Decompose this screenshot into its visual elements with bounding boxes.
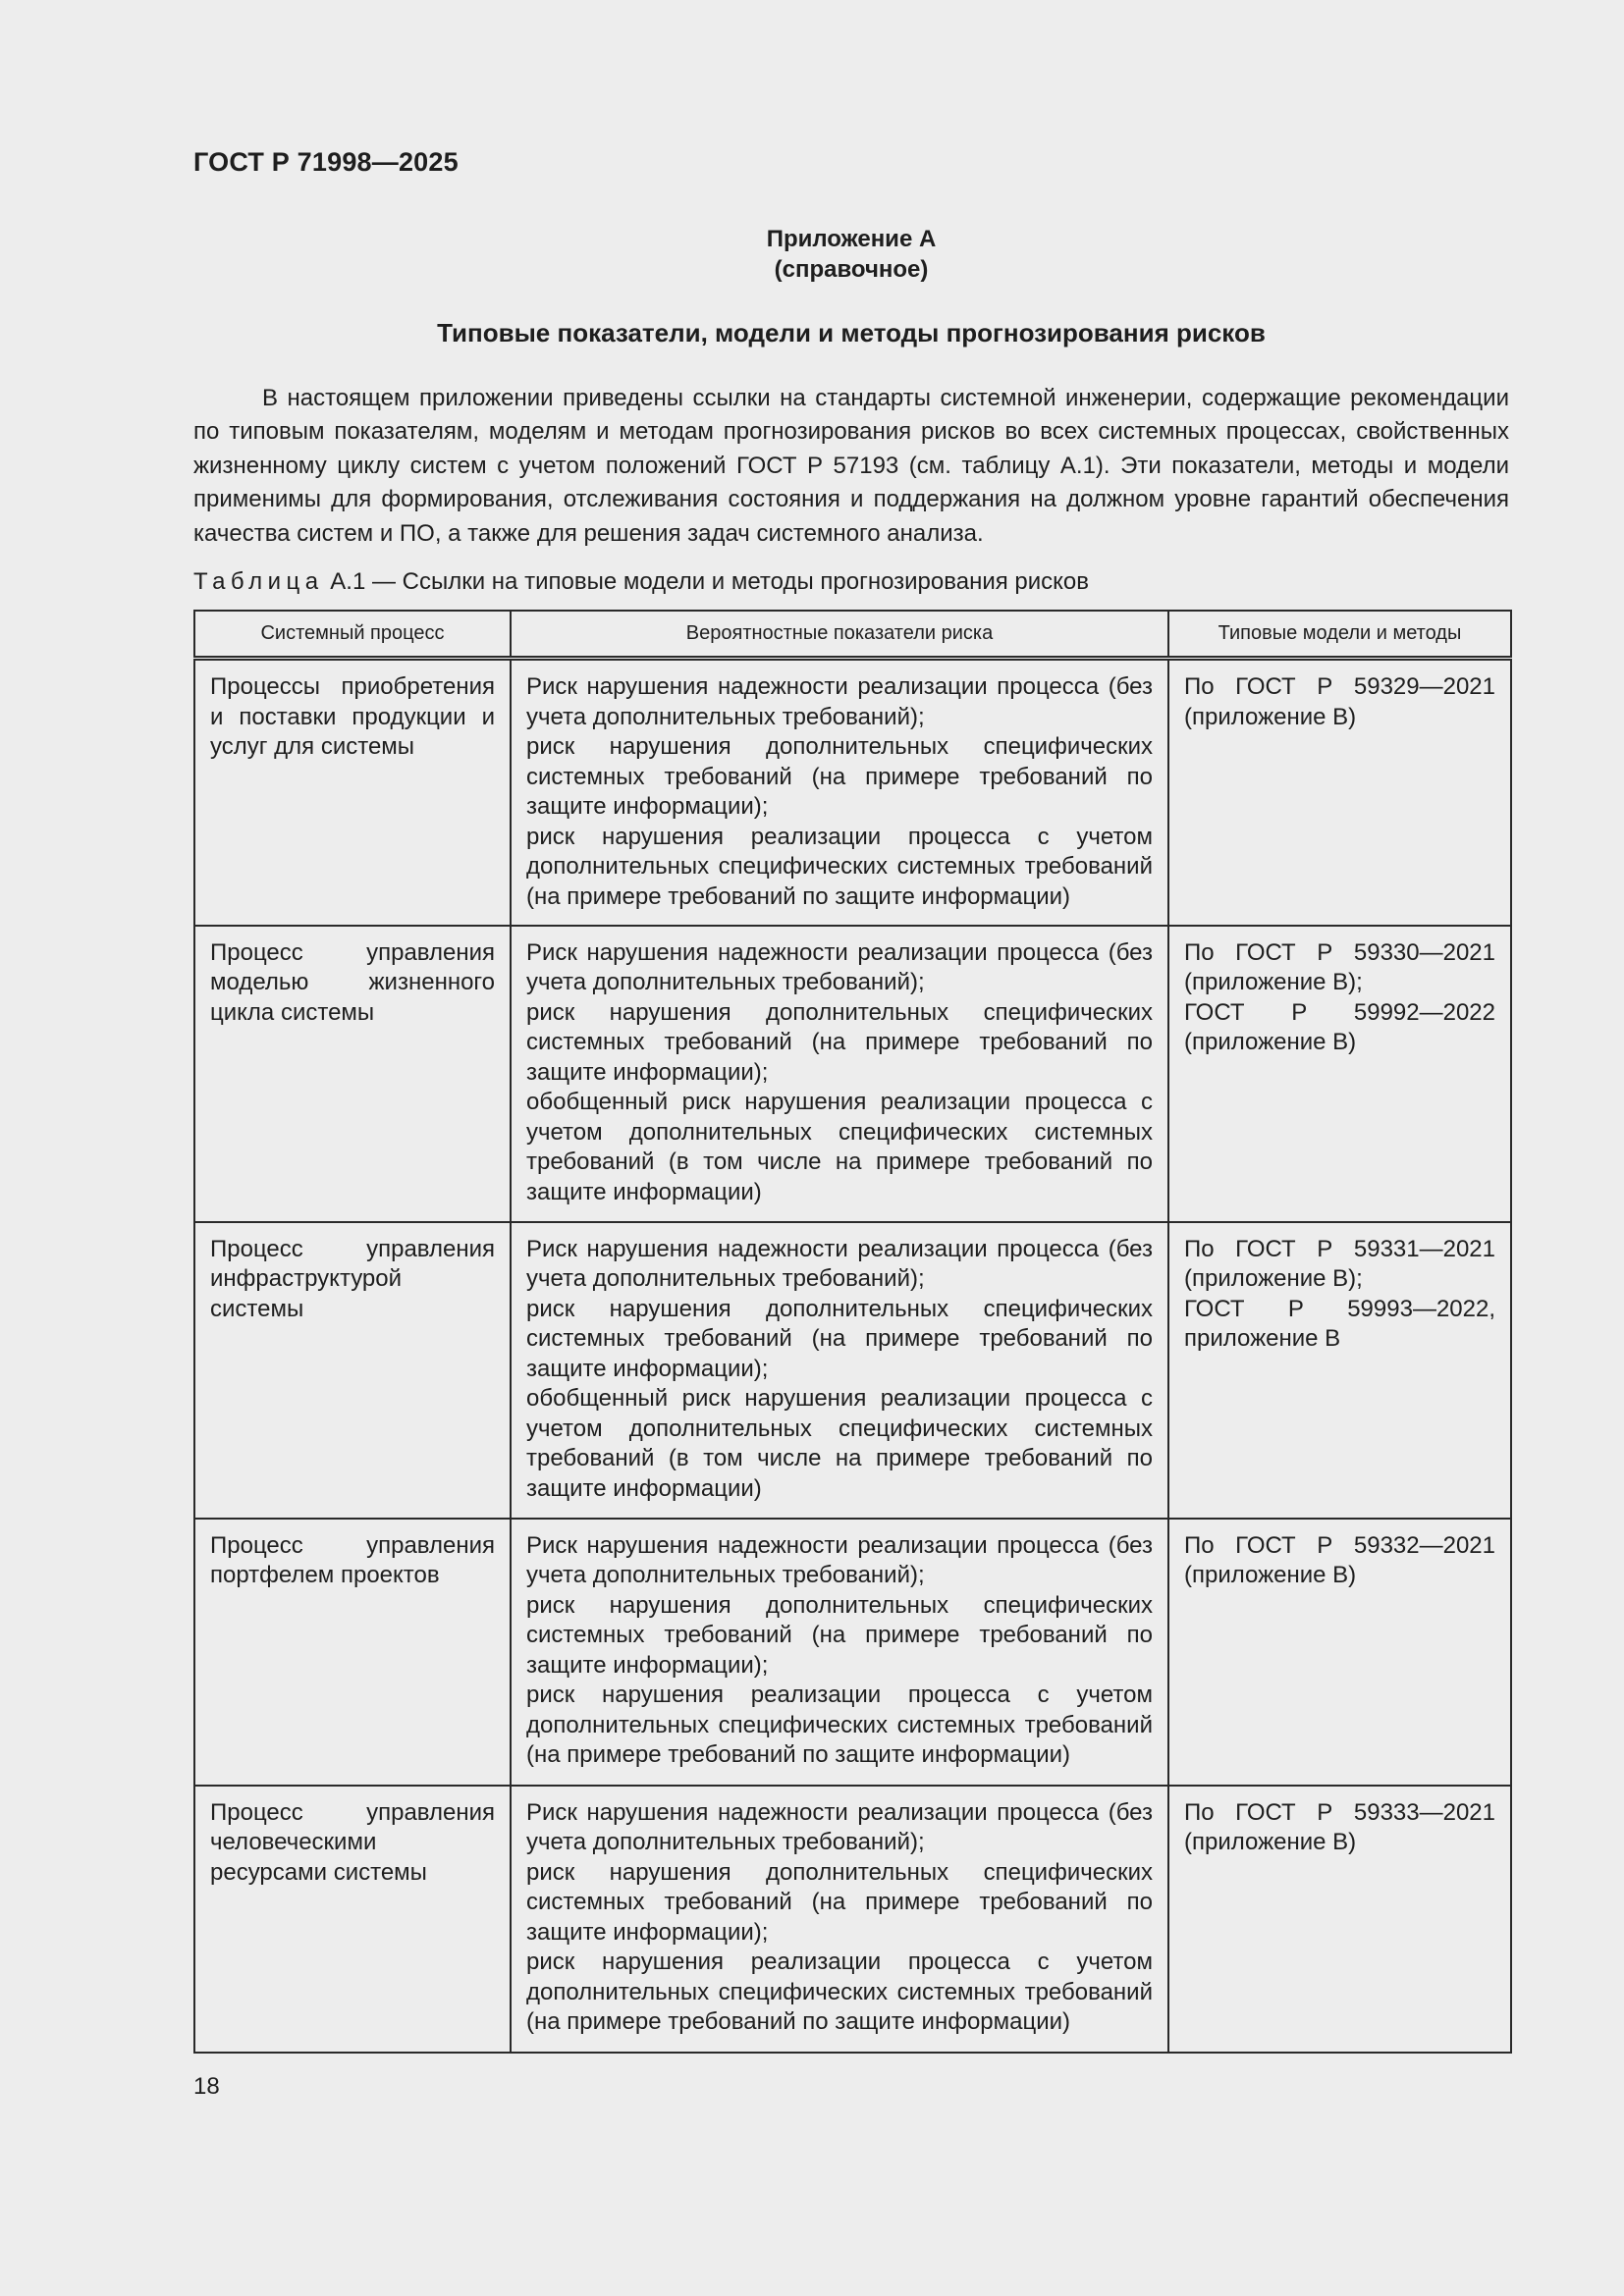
appendix-title: Типовые показатели, модели и методы прогнозирования рисков: [437, 318, 1266, 347]
models-cell: По ГОСТ Р 59332—2021 (приложение В): [1168, 1519, 1511, 1786]
appendix-label: Приложение А: [766, 226, 937, 252]
table-row: [194, 1222, 1511, 1519]
models-cell: По ГОСТ Р 59331—2021 (приложение В); ГОСТ Р 59993—2022, приложение В: [1168, 1222, 1511, 1519]
process-cell: Процесс управления человеческими ресурсами системы: [194, 1786, 511, 2053]
table-header-row: [194, 611, 1511, 659]
risk-cell: Риск нарушения надежности реализации процесса (без учета дополнительных требований); риск нарушения дополнительных специфических системных требований (на примере требований по защите информации); риск нарушения реализации процесса с учетом дополнительных специфических системных требований (на примере требований по защите информации): [511, 659, 1168, 926]
table-caption-label: Таблица: [193, 568, 324, 595]
process-cell: Процесс управления инфраструктурой системы: [194, 1222, 511, 1519]
page-number: 18: [193, 2073, 220, 2100]
risk-cell: Риск нарушения надежности реализации процесса (без учета дополнительных требований); риск нарушения дополнительных специфических системных требований (на примере требований по защите информации); обобщенный риск нарушения реализации процесса с учетом дополнительных специфических системных требований (в том числе на примере требований по защите информации): [511, 926, 1168, 1222]
table-row: [194, 926, 1511, 1222]
risk-models-table: [193, 610, 1512, 2054]
table-row: [194, 1519, 1511, 1786]
process-cell: Процессы приобретения и поставки продукции и услуг для системы: [194, 659, 511, 926]
risk-cell: Риск нарушения надежности реализации процесса (без учета дополнительных требований); риск нарушения дополнительных специфических системных требований (на примере требований по защите информации); обобщенный риск нарушения реализации процесса с учетом дополнительных специфических системных требований (в том числе на примере требований по защите информации): [511, 1222, 1168, 1519]
header-models-methods: Типовые модели и методы: [1168, 611, 1511, 659]
models-cell: По ГОСТ Р 59330—2021 (приложение В); ГОСТ Р 59992—2022 (приложение В): [1168, 926, 1511, 1222]
table-caption: [193, 568, 1089, 596]
table-caption-text: А.1 — Ссылки на типовые модели и методы прогнозирования рисков: [330, 568, 1090, 595]
risk-cell: Риск нарушения надежности реализации процесса (без учета дополнительных требований); риск нарушения дополнительных специфических системных требований (на примере требований по защите информации); риск нарушения реализации процесса с учетом дополнительных специфических системных требований (на примере требований по защите информации): [511, 1519, 1168, 1786]
table-row: [194, 659, 1511, 926]
process-cell: Процесс управления моделью жизненного цикла системы: [194, 926, 511, 1222]
models-cell: По ГОСТ Р 59333—2021 (приложение В): [1168, 1786, 1511, 2053]
header-risk-indicators: Вероятностные показатели риска: [511, 611, 1168, 659]
process-cell: Процесс управления портфелем проектов: [194, 1519, 511, 1786]
table-row: [194, 1786, 1511, 2053]
appendix-type: (справочное): [774, 256, 929, 283]
header-system-process: Системный процесс: [194, 611, 511, 659]
risk-cell: Риск нарушения надежности реализации процесса (без учета дополнительных требований); риск нарушения дополнительных специфических системных требований (на примере требований по защите информации); риск нарушения реализации процесса с учетом дополнительных специфических системных требований (на примере требований по защите информации): [511, 1786, 1168, 2053]
appendix-heading: [193, 224, 1509, 285]
models-cell: По ГОСТ Р 59329—2021 (приложение В): [1168, 659, 1511, 926]
standard-header: ГОСТ Р 71998—2025: [193, 147, 459, 177]
intro-paragraph: В настоящем приложении приведены ссылки на стандарты системной инженерии, содержащие рекомендации по типовым показателям, моделям и методам прогнозирования рисков во всех системных процессах, свойственных жизненному циклу систем с учетом положений ГОСТ Р 57193 (см. таблицу А.1). Эти показатели, методы и модели применимы для формирования, отслеживания состояния и поддержания на должном уровне гарантий обеспечения качества систем и ПО, а также для решения задач системного анализа.: [193, 385, 1509, 547]
